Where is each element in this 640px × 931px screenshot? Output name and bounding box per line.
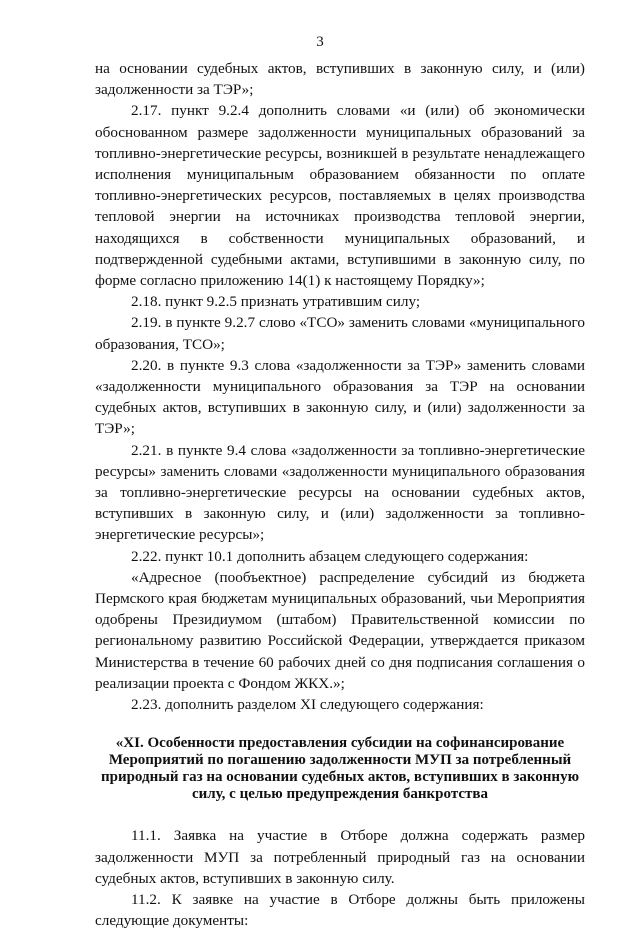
paragraph-11-1: 11.1. Заявка на участие в Отборе должна содержать размер задолженности МУП за потребленный природный газ на основании судебных актов, вступивших в законную силу. [95, 827, 585, 887]
paragraph-2-18: 2.18. пункт 9.2.5 признать утратившим силу; [131, 293, 421, 311]
paragraph-2-17: 2.17. пункт 9.2.4 дополнить словами «и (или) об экономически обоснованном размере задолженности муниципальных образований за топливно-энергетические ресурсы, возникшей в результате ненадлежащего исполнения муниципальным образованием обязанности по оплате топливно-энергетических ресурсов, поставляемых в целях производства тепловой энергии на источниках производства тепловой энергии, находящихся в собственности муниципальных образований, и подтвержденной судебными актами, вступившими в законную силу, по форме согласно приложению 14(1) к настоящему Порядку»; [95, 102, 585, 290]
document-body [95, 58, 585, 931]
paragraph-continuation: на основании судебных актов, вступивших в законную силу, и (или) задолженности за ТЭР»; [95, 60, 585, 99]
paragraph-2-19: 2.19. в пункте 9.2.7 слово «ТСО» заменить словами «муниципального образования, ТСО»; [95, 314, 585, 353]
paragraph-2-21: 2.21. в пункте 9.4 слова «задолженности за топливно-энергетические ресурсы» заменить словами «задолженности муниципального образования за топливно-энергетические ресурсы на основании судебных актов, вступивших в законную силу, и (или) задолженности за топливно-энергетические ресурсы»; [95, 441, 585, 544]
paragraph-2-23: 2.23. дополнить разделом XI следующего содержания: [131, 696, 484, 714]
paragraph-2-22: 2.22. пункт 10.1 дополнить абзацем следующего содержания: [131, 547, 529, 565]
paragraph-quote: «Адресное (пообъектное) распределение субсидий из бюджета Пермского края бюджетам муниципальных образований, чьи Мероприятия одобрены Президиумом (штабом) Правительственной комиссии по региональному развитию Российской Федерации, утверждается приказом Министерства в течение 60 рабочих дней со дня подписания соглашения о реализации проекта с Фондом ЖКХ.»; [95, 568, 585, 692]
paragraph-2-20: 2.20. в пункте 9.3 слова «задолженности за ТЭР» заменить словами «задолженности муниципального образования за ТЭР на основании судебных актов, вступивших в законную силу, и (или) задолженности за ТЭР»; [95, 356, 585, 438]
paragraph-11-2: 11.2. К заявке на участие в Отборе должны быть приложены следующие документы: [95, 890, 585, 930]
page-number: 3 [316, 34, 324, 50]
section-heading: «XI. Особенности предоставления субсидии на софинансирование Мероприятий по погашению задолженности МУП за потребленный природный газ на основании судебных актов, вступивших в законную силу, с целью предупреждения банкротства [100, 735, 580, 803]
